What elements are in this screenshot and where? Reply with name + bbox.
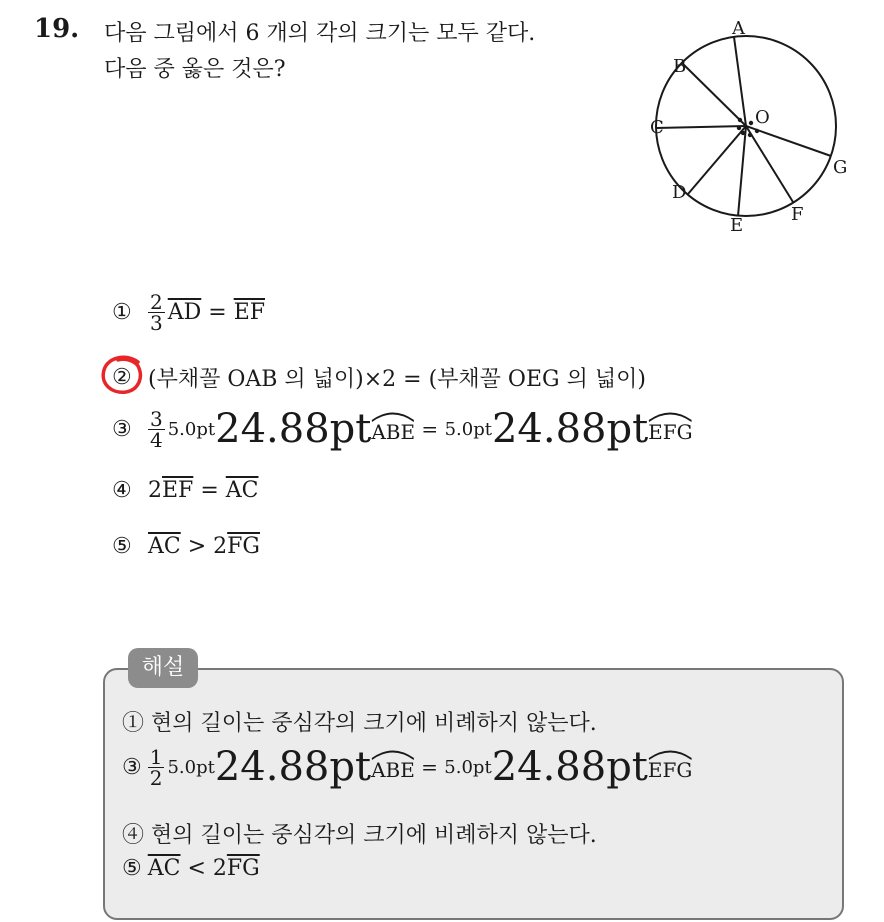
option-3-arc-efg: EFG <box>648 414 692 444</box>
solution-line-3: ③ $\frac{1}{2}$ 5.0pt 24.88pt ABE = 5.0pt 24.88pt EFG <box>122 744 693 790</box>
option-1-fraction: $\frac{2}{3}$ <box>150 290 163 335</box>
label-a: A <box>732 20 745 39</box>
option-3[interactable]: ③ $\frac{3}{4}$ 5.0pt 24.88pt ABE = 5.0pt 24.88pt EFG <box>112 406 693 452</box>
circle-figure <box>640 20 870 240</box>
option-1-mark: ① <box>112 300 132 325</box>
option-1[interactable]: ① $\frac{2}{3}$ $\overline{AD}$ = $\overline{EF}$ <box>112 290 266 335</box>
solution-line-1: ① 현의 길이는 중심각의 크기에 비례하지 않는다. <box>122 711 597 736</box>
option-5[interactable]: ⑤ $\overline{AC}$ > 2 $\overline{FG}$ <box>112 534 260 559</box>
solution-3-arc-abe: ABE <box>371 752 415 782</box>
option-3-fraction: $\frac{3}{4}$ <box>150 406 163 452</box>
option-5-mark: ⑤ <box>112 534 132 559</box>
label-d: D <box>672 182 687 203</box>
option-1-lhs: $\overline{AD}$ <box>167 300 202 325</box>
label-o: O <box>755 107 770 128</box>
option-2-text: (부채꼴 OAB 의 넓이)×2 = (부채꼴 OEG 의 넓이) <box>148 367 646 392</box>
label-c: C <box>650 117 664 138</box>
question-number: 19. <box>34 14 80 44</box>
solution-3-fraction: $\frac{1}{2}$ <box>149 744 163 790</box>
option-2[interactable] <box>112 362 646 393</box>
label-b: B <box>673 56 687 77</box>
label-e: E <box>730 215 744 236</box>
label-g: G <box>833 157 848 178</box>
label-f: F <box>791 204 804 225</box>
option-4-mark: ④ <box>112 478 132 503</box>
option-4[interactable]: ④ 2 $\overline{EF}$ = $\overline{AC}$ <box>112 478 259 503</box>
solution-line-4: ④ 현의 길이는 중심각의 크기에 비례하지 않는다. <box>122 823 597 848</box>
question-text-line1: 다음 그림에서 6 개의 각의 크기는 모두 같다. <box>104 21 536 46</box>
question-text-line2: 다음 중 옳은 것은? <box>104 57 286 82</box>
solution-3-arc-efg: EFG <box>648 752 692 782</box>
solution-line-5: ⑤ $\overline{AC}$ < 2 $\overline{FG}$ <box>122 856 260 881</box>
option-2-mark: ② <box>112 365 132 390</box>
option-3-arc-abe: ABE <box>371 414 415 444</box>
option-3-mark: ③ <box>112 416 132 442</box>
option-1-rhs: $\overline{EF}$ <box>233 300 266 325</box>
solution-tab: 해설 <box>128 648 198 688</box>
